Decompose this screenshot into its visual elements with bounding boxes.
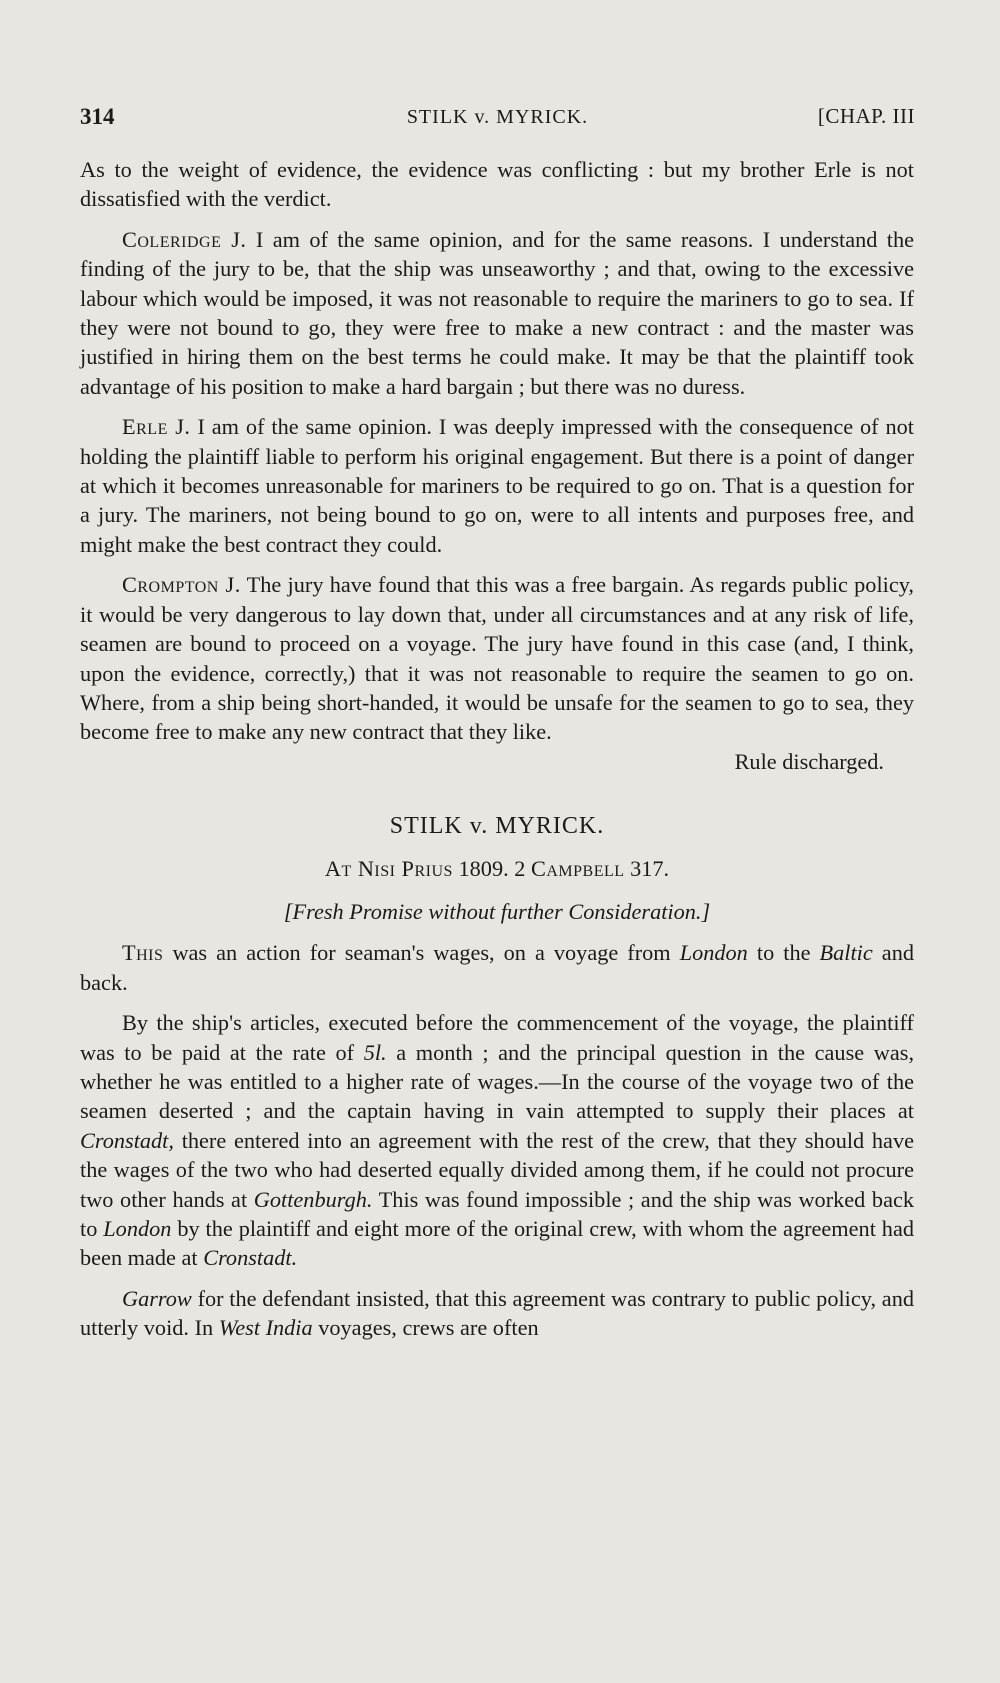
- page-number: 314: [80, 104, 115, 129]
- case-paragraph-3: Garrow for the defendant insisted, that this agreement was contrary to public policy, and utterly void. In West India voyages, crews are often: [80, 1285, 914, 1341]
- paragraph-erle: Erle J. I am of the same opinion. I was deeply impressed with the consequence of not holding the plaintiff liable to perform his original engagement. But there is a point of danger at which it becomes unreasonable for mariners to be required to go on. That is a question for a jury. The mariners, not being bound to go on, were to all intents and purposes free, and might make the best contract they could.: [80, 414, 915, 557]
- case-subheading: [Fresh Promise without further Consideration.]: [283, 898, 711, 924]
- case-paragraph-1: This was an action for seaman's wages, on a voyage from London to the Baltic and back.: [80, 940, 914, 995]
- case-citation: At Nisi Prius 1809. 2 Campbell 317.: [324, 855, 670, 881]
- paragraph-1: As to the weight of evidence, the evidence was conflicting : but my brother Erle is not dissatisfied with the verdict.: [80, 157, 914, 212]
- case-paragraph-2: By the ship's articles, executed before the commencement of the voyage, the plaintiff was to be paid at the rate of 5l. a month ; and the principal question in the cause was, whether he was entitled to a higher rate of wages.—In the course of the voyage two of the seamen deserted ; and the captain having in vain attempted to supply their places at Cronstadt, there entered into an agreement with the rest of the crew, that they should have the wages of the two who had deserted equally divided among them, if he could not procure two other hands at Gottenburgh. This was found impossible ; and the ship was worked back to London by the plaintiff and eight more of the original crew, with whom the agreement had been made at Cronstadt.: [80, 1010, 915, 1271]
- case-title: STILK v. MYRICK.: [389, 813, 605, 840]
- running-head: [80, 104, 915, 134]
- running-title: STILK v. MYRICK.: [406, 106, 589, 128]
- rule-discharged: Rule discharged.: [734, 748, 884, 774]
- paragraph-crompton: Crompton J. The jury have found that this was a free bargain. As regards public policy, it would be very dangerous to lay down that, under all circumstances and at any risk of life, seamen are bound to proceed on a voyage. The jury have found in this case (and, I think, upon the evidence, correctly,) that it was not reasonable to require the seamen to go on. Where, from a ship being short-handed, it would be unsafe for the seamen to go to sea, they become free to make any new contract that they like.: [80, 572, 915, 745]
- body-text: [80, 155, 914, 1354]
- judge-name: Erle J.: [122, 414, 191, 440]
- judge-name: Coleridge J.: [122, 226, 247, 252]
- judge-name: Crompton J.: [122, 572, 241, 598]
- chapter-label: [CHAP. III: [817, 104, 915, 128]
- paragraph-coleridge: Coleridge J. I am of the same opinion, and for the same reasons. I understand the finding of the jury to be, that the ship was unseaworthy ; and that, owing to the excessive labour which would be imposed, it was not reasonable to require the mariners to go to sea. If they were not bound to go, they were free to make a new contract : and the master was justified in hiring them on the best terms he could make. It may be that the plaintiff took advantage of his position to make a hard bargain ; but there was no duress.: [80, 226, 915, 399]
